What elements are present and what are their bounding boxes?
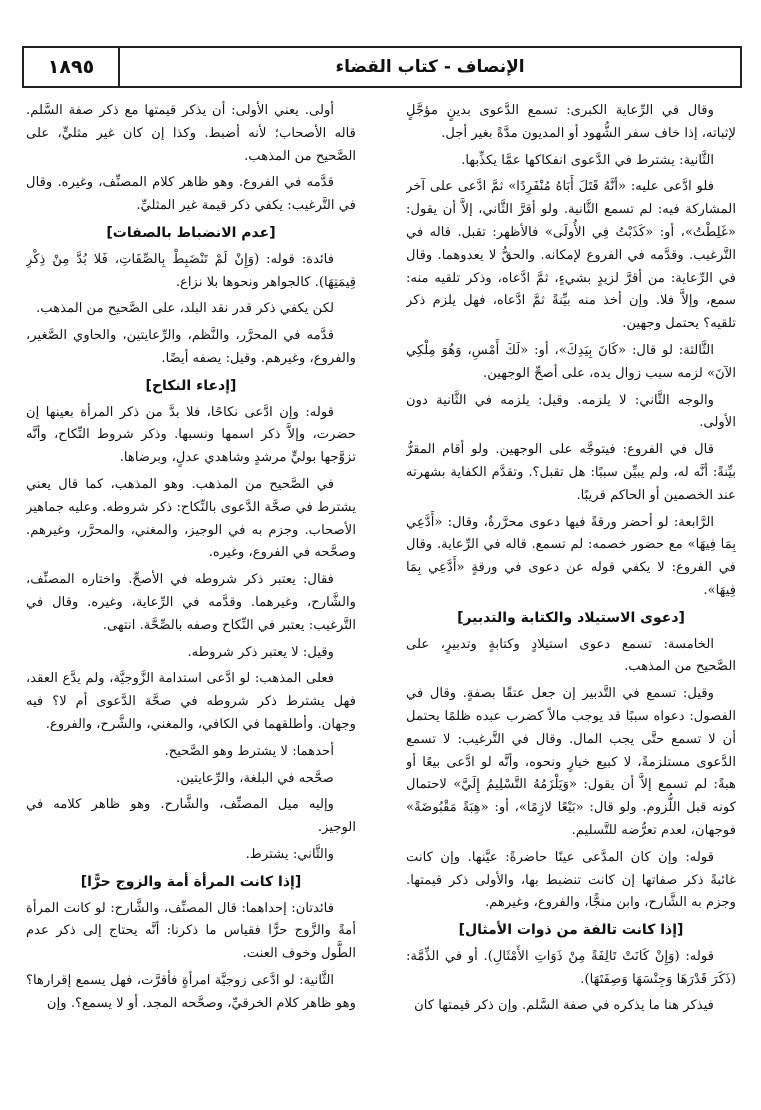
paragraph: وقيل: تسمع في التَّدبير إن جعل عتقًا بصفةٍ. وقال في الفصول: دعواه سببًا قد يوجب مالاً كضرب عبده ظلمًا يحتمل أن لا تسمع حتَّى يجب المال. وقال في التَّرغيب: لا تسمع الدَّعوى مستلزمةً، لا كبيع خيارٍ ونحوه، وأنَّه لو ادَّعى بيعًا أو هبةً: لم تسمع إلاَّ أن يقول: «وَيَلْزَمُهُ التَّسْلِيمُ إِلَيَّ» لاحتمال كونه قبل اللُّزوم. ولو قال: «بَيْعًا لازِمًا»، أو: «هِبَةً مَقْبُوضَةً» فوجهان، لعدم تعرُّضه للتَّسليم. [406,686,736,838]
section-heading-text: [عدم الانضباط بالصفات] [106,224,276,241]
paragraph: الثَّانية: يشترط في الدَّعوى انفكاكها عمَّا يكذِّبها. [461,152,714,168]
right-text-column [406,100,736,1100]
paragraph: قوله: وإن كان المدَّعى عينًا حاضرةً: عيَّنها. وإن كانت غائبةً ذكر صفاتها إن كانت تنضبط بها، والأولى ذكر قيمتها. وجزم به الشَّارح، وابن منجًّا، والفروع، وغيرهم. [406,849,736,911]
section-heading [406,919,736,942]
page-number: ١٨٩٥ [24,48,120,86]
paragraph: وإليه ميل المصنِّف، والشَّارح. وهو ظاهر كلامه في الوجيز. [26,797,356,836]
paragraph: الرَّابعة: لو أحضر ورقةً فيها دعوى محرَّرةٌ، وقال: «أَدَّعِي بِمَا فِيهَا» مع حضور خصمه: لم تسمع. قاله في الرِّعاية. وقال في الفروع: لا يكفي قوله عن دعوى في ورقةٍ «أَدَّعِي بِمَا فِيهَا». [406,514,736,598]
section-heading [26,871,356,894]
section-heading-text: [إدعاء النكاح] [145,377,237,394]
section-heading-text: [دعوى الاستيلاد والكتابة والتدبير] [457,609,685,626]
section-heading [26,375,356,398]
paragraph: فعلى المذهب: لو ادَّعى استدامة الزَّوجيَّة، ولم يدَّع العقد، فهل يشترط ذكر شروطه في صحَّة الدَّعوى أم لا؟ فيه وجهان. وأطلقهما في الكافي، والمغني، والشَّرح، والفروع. [26,671,356,732]
paragraph: قدَّمه في المحرَّر، والنَّظم، والرِّعايتين، والحاوي الصَّغير، والفروع، وغيرهم. وقيل: يصفه أيضًا. [26,328,356,366]
paragraph: في الصَّحيح من المذهب. وهو المذهب، كما قال يعني يشترط في صحَّة الدَّعوى بالنِّكاح: ذكر شروطه. وعليه جماهير الأصحاب. وجزم به في الوجيز، والمغني، والمحرَّر، وغيرهم. وصحَّحه في الفروع، وغيره. [26,476,356,561]
paragraph: فلو ادَّعى عليه: «أنَّهُ قَتَلَ أَبَاهُ مُنْفَرِدًا» ثمَّ ادَّعى على آخر المشاركة فيه: لم تسمع الثَّانية. ولو أقرَّ الثَّاني، إلاَّ أن يقول: «غَلِطْتُ»، أو: «كَذَبْتُ فِي الأُولَى» فالأظهر: تقبل. قاله في التَّرغيب. وقدَّمه في الفروع لإمكانه. والحقُّ لا يعدوهما. وقال في الرِّعاية: من أقرَّ لزيدٍ بشيءٍ، ثمَّ ادَّعاه، وذكر تلقيه منه: سمع، وإلاَّ فلا. وإن أخذ منه بيِّنةً ثمَّ ادَّعاه، فهل يلزم ذكر تلقيه؟ يحتمل وجهين. [406,179,736,332]
paragraph: فائدة: قوله: (وَإِنْ لَمْ تَنْضَبِطْ بِالصِّفَاتِ، فَلا بُدَّ مِنْ ذِكْرِ قِيمَتِهَا). كالجواهر ونحوها بلا نزاع. [26,251,356,290]
paragraph: فيذكر هنا ما يذكره في صفة السَّلم. وإن ذكر قيمتها كان [414,998,714,1014]
paragraph: قدَّمه في الفروع. وهو ظاهر كلام المصنِّف، وغيره. وقال في التَّرغيب: يكفي ذكر قيمة غير المثليِّ. [26,175,356,214]
paragraph: أولى. يعني الأولى: أن يذكر قيمتها مع ذكر صفة السَّلم. قاله الأصحاب؛ لأنه أضبط. وكذا إن كان غير مثليٍّ، على الصَّحيح من المذهب. [26,103,356,164]
section-heading [406,607,736,630]
paragraph: الثَّالثة: لو قال: «كَانَ بِيَدِكَ»، أو: «لَكَ أَمْسِ، وَهُوَ مِلْكِي الآنَ» لزمه سبب زوال يده، على أصحِّ الوجهين. [406,342,736,381]
section-heading-text: [إذا كانت تالفة من ذوات الأمثال] [458,922,684,939]
section-heading [26,222,356,245]
left-text-column [26,100,356,1100]
running-title: الإنصاف - كتاب القضاء [335,57,525,77]
paragraph: قوله: (وَإِنْ كَانَتْ تَالِفَةً مِنْ ذَوَاتِ الأَمْثَالِ). أو في الذِّمَّة: (ذَكَرَ قَدْرَهَا وَجِنْسَهَا وَصِفَتَهَا). [406,948,736,987]
paragraph: لكن يكفي ذكر قدر نقد البلد، على الصَّحيح من المذهب. [36,301,334,317]
paragraph: فائدتان: إحداهما: قال المصنِّف، والشَّارح: لو كانت المرأة أمةً والزَّوج حرًّا فقياس ما ذكرنا: أنَّه يحتاج إلى ذكر عدم الطَّول وخوف العنت. [26,900,356,962]
paragraph: صحَّحه في البلغة، والرِّعايتين. [176,770,334,786]
paragraph: قال في الفروع: فيتوجَّه على الوجهين. ولو أقام المقرُّ بيِّنةً: أنَّه له، ولم يبيِّن سببًا: هل تقبل؟. وتقدَّم الكفاية بشهرته عند الخصمين أو الحاكم قريبًا. [406,442,736,503]
paragraph: الخامسة: تسمع دعوى استيلادٍ وكتابةٍ وتدبيرٍ، على الصَّحيح من المذهب. [406,636,736,675]
paragraph: فقال: يعتبر ذكر شروطه في الأصحِّ. واختاره المصنِّف، والشَّارح، وغيرهما. وقدَّمه في الرِّعاية، وغيره. وقال في التَّرغيب: يعتبر في النِّكاح وصفه بالصِّحَّة. انتهى. [26,572,356,633]
paragraph: أحدهما: لا يشترط وهو الصَّحيح. [164,743,334,759]
page-header [22,46,742,88]
paragraph: والثَّاني: يشترط. [245,846,334,862]
paragraph: والوجه الثَّاني: لا يلزمه. وقيل: يلزمه في الثَّانية دون الأولى. [406,392,736,431]
paragraph: وقيل: لا يعتبر ذكر شروطه. [187,644,334,660]
section-heading-text: [إذا كانت المرأة أمة والزوج حرًّا] [80,873,302,890]
paragraph: قوله: وإن ادَّعى نكاحًا، فلا بدَّ من ذكر المرأة بعينها إن حضرت، وإلاَّ ذكر اسمها ونسبها. وذكر شروط النِّكاح، وأنَّه تزوَّجها بوليٍّ مرشدٍ وشاهدي عدلٍ، وبرضاها. [26,404,356,466]
paragraph: وقال في الرِّعاية الكبرى: تسمع الدَّعوى بدينٍ مؤجَّلٍ لإثباته، إذا خاف سفر الشُّهود أو المديون مدَّةً بغير أجل. [406,103,736,141]
paragraph: الثَّانية: لو ادَّعى زوجيَّة امرأةٍ فأقرَّت، فهل يسمع إقرارها؟ وهو ظاهر كلام الخرقيِّ، وصحَّحه المجد. أو لا يسمع؟. وإن [26,972,356,1011]
